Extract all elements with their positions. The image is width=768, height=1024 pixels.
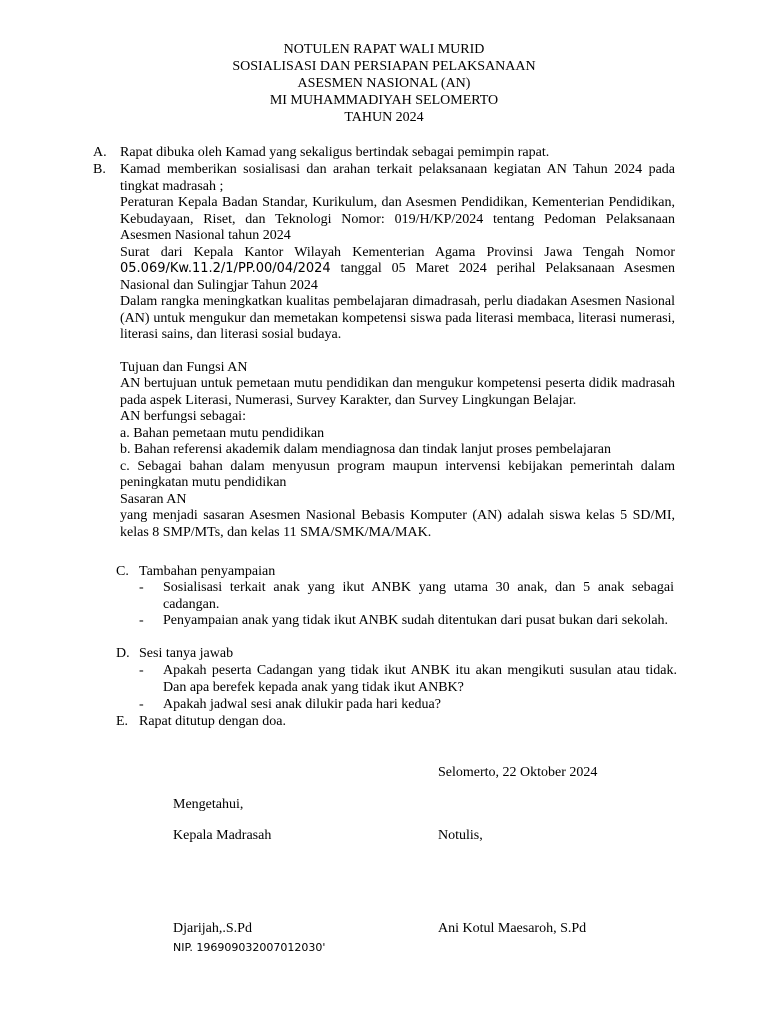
tujuan-heading: Tujuan dan Fungsi AN	[120, 359, 248, 375]
notulis-name: Ani Kotul Maesaroh, S.Pd	[438, 921, 587, 936]
item-b-block	[120, 162, 675, 541]
place-date: Selomerto, 22 Oktober 2024	[438, 765, 598, 780]
item-a-text: Rapat dibuka oleh Kamad yang sekaligus bertindak sebagai pemimpin rapat.	[120, 145, 550, 160]
item-e-letter: E.	[116, 714, 129, 729]
title-line-4: MI MUHAMMADIYAH SELOMERTO	[269, 93, 499, 108]
principal-name: Djarijah,.S.Pd	[173, 921, 252, 936]
fungsi-item-c: c. Sebagai bahan dalam menyusun program maupun intervensi kebijakan pemerintah dalam peningkatan mutu pendidikan	[120, 458, 675, 490]
item-c-bullet-1: Sosialisasi terkait anak yang ikut ANBK yang utama 30 anak, dan 5 anak sebagai cadangan.	[163, 580, 674, 612]
document-title	[0, 42, 768, 127]
item-a-letter: A.	[93, 145, 107, 160]
title-line-5: TAHUN 2024	[344, 110, 424, 125]
fungsi-item-b: b. Bahan referensi akademik dalam mendiagnosa dan tindak lanjut proses pembelajaran	[120, 442, 611, 457]
item-b-letter: B.	[93, 162, 106, 177]
fungsi-item-a: a. Bahan pemetaan mutu pendidikan	[120, 425, 325, 441]
item-d-bullet-1: Apakah peserta Cadangan yang tidak ikut ANBK itu akan mengikuti susulan atau tidak. Dan apa berefek kepada anak yang tidak ikut ANBK?	[163, 663, 677, 695]
item-c-letter: C.	[116, 564, 129, 579]
bullet-marker: -	[139, 697, 144, 712]
item-b-purpose: Dalam rangka meningkatkan kualitas pembelajaran dimadrasah, perlu diadakan Asesmen Nasional (AN) untuk mengukur dan memetakan kompetensi siswa pada literasi membaca, literasi numerasi, literasi sains, dan literasi sosial budaya.	[120, 294, 675, 342]
bullet-marker: -	[139, 580, 144, 595]
item-d-bullet-2: Apakah jadwal sesi anak dilukir pada hari kedua?	[163, 697, 441, 712]
item-d-letter: D.	[116, 646, 130, 661]
notulis-role: Notulis,	[438, 828, 483, 843]
item-b-intro: Kamad memberikan sosialisasi dan arahan terkait pelaksanaan kegiatan AN Tahun 2024 pada tingkat madrasah ;	[120, 162, 675, 194]
bullet-marker: -	[139, 613, 144, 628]
tujuan-text: AN bertujuan untuk pemetaan mutu pendidikan dan mengukur kompetensi peserta didik madrasah pada aspek Literasi, Numerasi, Survey Karakter, dan Survey Lingkungan Belajar.	[120, 376, 675, 408]
title-line-1: NOTULEN RAPAT WALI MURID	[283, 42, 485, 57]
item-e-text: Rapat ditutup dengan doa.	[139, 714, 286, 729]
title-line-2: SOSIALISASI DAN PERSIAPAN PELAKSANAAN	[232, 59, 536, 74]
sasaran-text: yang menjadi sasaran Asesmen Nasional Bebasis Komputer (AN) adalah siswa kelas 5 SD/MI, kelas 8 SMP/MTs, dan kelas 11 SMA/SMK/MA/MAK.	[120, 508, 675, 540]
item-b-letter-ref-end: tanggal 05 Maret 2024 perihal Pelaksanaan Asesmen Nasional dan Sulingjar Tahun 2024	[120, 261, 675, 293]
item-d-title: Sesi tanya jawab	[139, 646, 234, 661]
item-c-title: Tambahan penyampaian	[139, 564, 276, 579]
item-b-letter-ref-start: Surat dari Kepala Kantor Wilayah Kementerian Agama Provinsi Jawa Tengah Nomor	[120, 244, 675, 260]
fungsi-heading: AN berfungsi sebagai:	[120, 409, 246, 424]
item-c-bullet-2: Penyampaian anak yang tidak ikut ANBK sudah ditentukan dari pusat bukan dari sekolah.	[163, 613, 669, 628]
title-line-3: ASESMEN NASIONAL (AN)	[297, 76, 471, 91]
mengetahui-label: Mengetahui,	[173, 797, 244, 812]
sasaran-heading: Sasaran AN	[120, 491, 187, 507]
principal-nip: NIP. 196909032007012030'	[173, 941, 326, 954]
item-b-letter-ref	[120, 245, 675, 295]
bullet-marker: -	[139, 663, 144, 678]
item-b-letter-number: 05.069/Kw.11.2/1/PP.00/04/2024	[120, 261, 331, 276]
spacer	[120, 344, 675, 360]
principal-role: Kepala Madrasah	[173, 828, 272, 843]
item-b-regulation: Peraturan Kepala Badan Standar, Kurikulum, dan Asesmen Pendidikan, Kementerian Pendidikan, Kebudayaan, Riset, dan Teknologi Nomor: 019/H/KP/2024 tentang Pedoman Pelaksanaan Asesmen Nasional tahun 2024	[120, 195, 675, 243]
